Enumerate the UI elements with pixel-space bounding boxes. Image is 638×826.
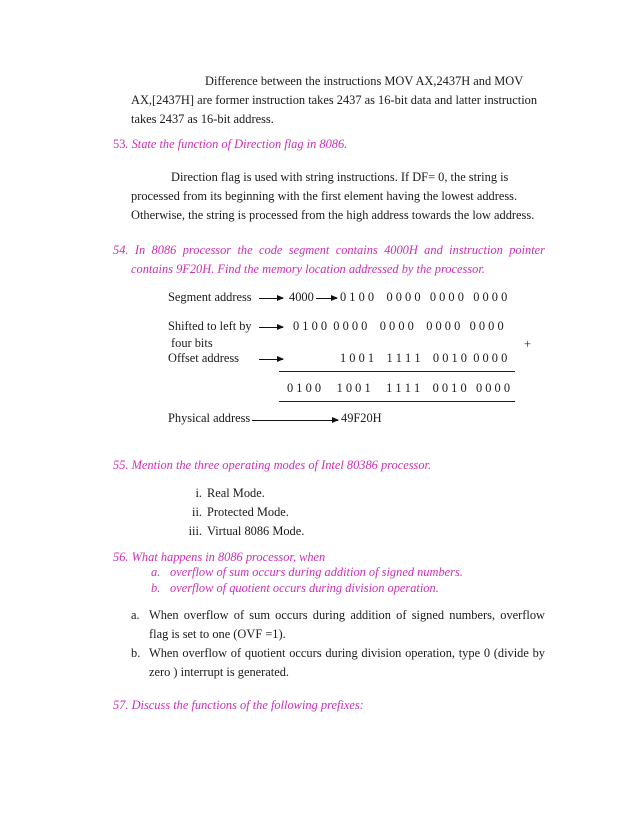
answer-56-list xyxy=(131,606,545,682)
mode-text-3: Virtual 8086 Mode. xyxy=(207,524,305,538)
sum-binary-value: 0 1 0 0 1 0 0 1 1 1 1 1 0 0 1 0 0 0 0 0 xyxy=(287,381,511,395)
question-55: 55. Mention the three operating modes of Intel 80386 processor. xyxy=(113,458,432,472)
answer-53-line-1: Direction flag is used with string instructions. If DF= 0, the string is xyxy=(171,170,509,184)
segment-binary-value: 0 1 0 0 0 0 0 0 0 0 0 0 0 0 0 0 xyxy=(340,290,508,304)
question-56-sub-text-b: overflow of quotient occurs during division operation. xyxy=(170,581,439,595)
answer-56-item-a xyxy=(131,606,545,644)
question-54-line-2: contains 9F20H. Find the memory location addressed by the processor. xyxy=(131,262,485,276)
question-56: 56. What happens in 8086 processor, when xyxy=(113,550,326,564)
intro-line-1: Difference between the instructions MOV AX,2437H and MOV xyxy=(205,74,524,88)
question-56-sub-marker-a: a. xyxy=(151,565,161,579)
mode-text-1: Real Mode. xyxy=(207,486,265,500)
sum-bottom-rule xyxy=(279,401,515,402)
answer-53 xyxy=(131,168,545,225)
answer-56-text-a: When overflow of sum occurs during addition of signed numbers, overflow flag is set to one (OVF =1). xyxy=(149,608,545,641)
sum-top-rule xyxy=(279,371,515,372)
mode-marker-1: i. xyxy=(195,486,202,500)
segment-hex-value: 4000 xyxy=(289,290,314,304)
mode-marker-3: iii. xyxy=(188,524,202,538)
answer-53-line-2: processed from its beginning with the first element having the lowest address. xyxy=(131,189,518,203)
question-53 xyxy=(113,137,347,152)
answer-56-text-b: When overflow of quotient occurs during division operation, type 0 (divide by zero ) interrupt is generated. xyxy=(149,646,545,679)
shift-label-line-2: four bits xyxy=(171,336,213,350)
physical-arrow-icon xyxy=(252,420,338,421)
physical-address-label: Physical address xyxy=(168,411,251,425)
question-54-line-1: 54. In 8086 processor the code segment contains 4000H and instruction pointer xyxy=(113,243,545,257)
offset-binary-value: 1 0 0 1 1 1 1 1 0 0 1 0 0 0 0 0 xyxy=(340,351,508,365)
intro-line-3: takes 2437 as 16-bit address. xyxy=(131,112,274,126)
offset-address-label: Offset address xyxy=(168,351,239,365)
mode-text-2: Protected Mode. xyxy=(207,505,289,519)
mode-marker-2: ii. xyxy=(192,505,202,519)
question-56-sub-text-a: overflow of sum occurs during addition of signed numbers. xyxy=(170,565,463,579)
shift-arrow-icon xyxy=(259,327,283,328)
question-57: 57. Discuss the functions of the following prefixes: xyxy=(113,698,364,712)
question-53-text: . State the function of Direction flag in 8086. xyxy=(125,137,348,151)
segment-hex-arrow-icon xyxy=(316,298,337,299)
answer-56-marker-b: b. xyxy=(131,646,141,660)
shift-label: Shifted to left by xyxy=(168,319,252,333)
question-56-sub-marker-b: b. xyxy=(151,581,161,595)
segment-arrow-icon xyxy=(259,298,283,299)
shift-binary-value: 0 1 0 0 0 0 0 0 0 0 0 0 0 0 0 0 0 0 0 0 xyxy=(293,319,504,333)
intro-line-2: AX,[2437H] are former instruction takes 2437 as 16-bit data and latter instruction xyxy=(131,93,538,107)
answer-56-item-b xyxy=(131,644,545,682)
intro-paragraph xyxy=(131,72,545,129)
question-53-number: 53 xyxy=(113,137,126,151)
offset-arrow-icon xyxy=(259,359,283,360)
answer-56-marker-a: a. xyxy=(131,608,140,622)
segment-address-label: Segment address xyxy=(168,290,252,304)
physical-address-value: 49F20H xyxy=(341,411,382,425)
plus-sign: + xyxy=(524,337,531,351)
answer-53-line-3: Otherwise, the string is processed from the high address towards the low address. xyxy=(131,208,535,222)
